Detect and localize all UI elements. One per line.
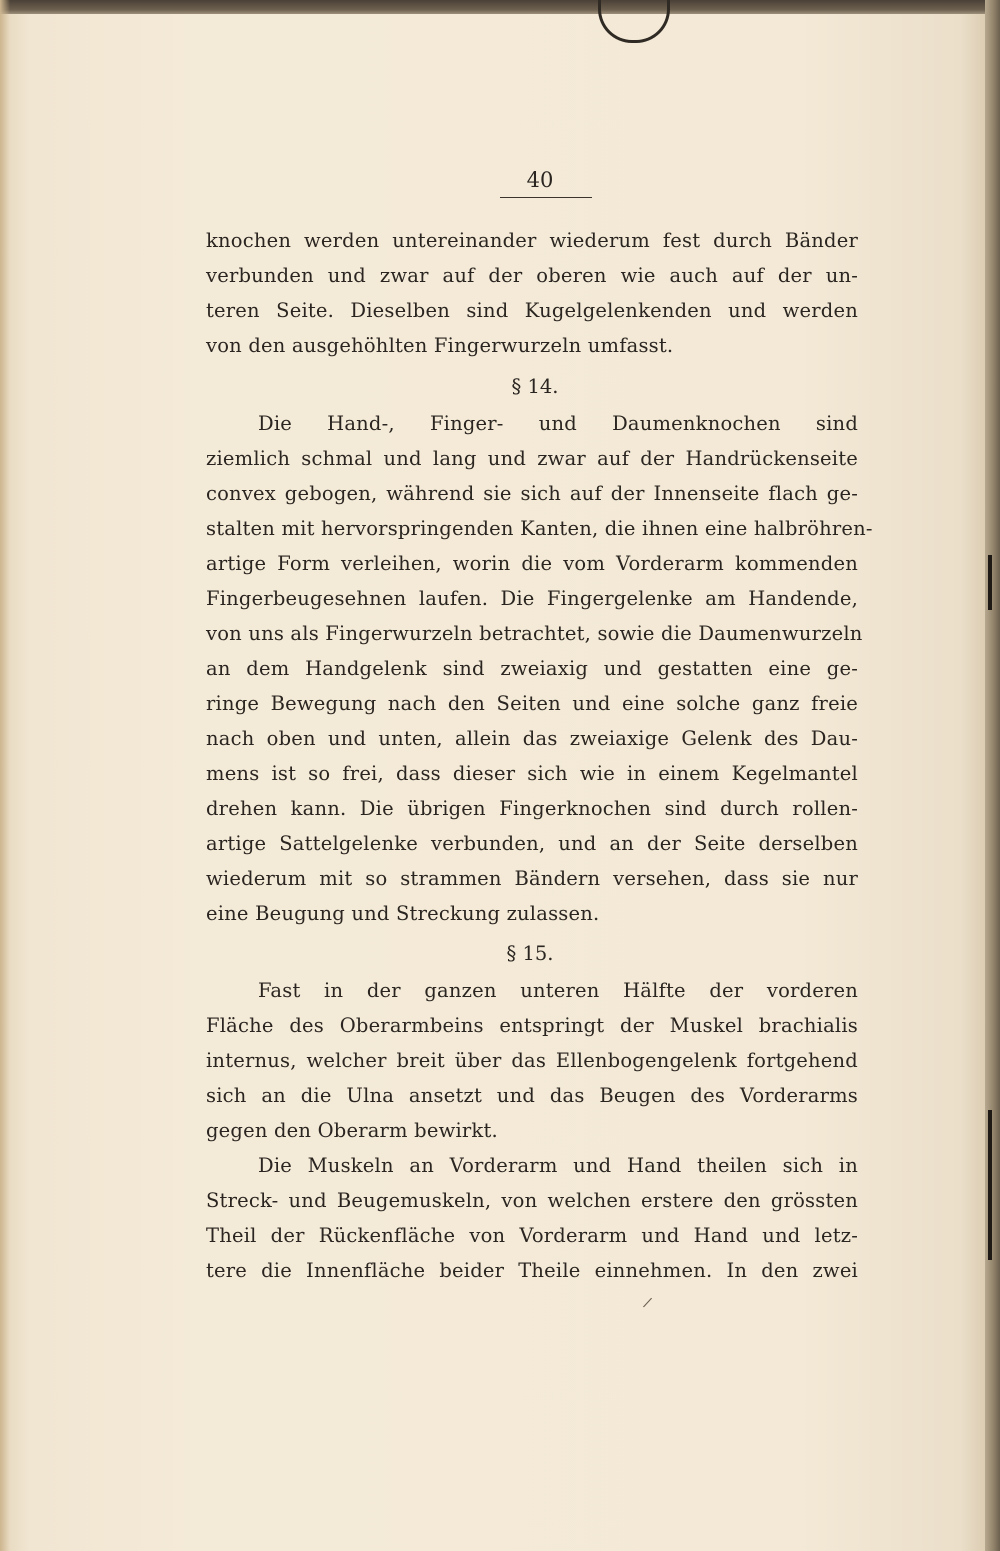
text-line: ziemlich schmal und lang und zwar auf der Handrückenseite (206, 447, 858, 470)
text-line: ringe Bewegung nach den Seiten und eine solche ganz freie (206, 692, 858, 715)
text-line: eine Beugung und Streckung zulassen. (206, 902, 600, 925)
pencil-mark-icon: / (641, 1294, 653, 1312)
text-line: wiederum mit so strammen Bändern versehen, dass sie nur (206, 867, 858, 890)
text-line: teren Seite. Dieselben sind Kugelgelenkenden und werden (206, 299, 858, 322)
text-line: nach oben und unten, allein das zweiaxige Gelenk des Dau- (206, 727, 858, 750)
text-line: internus, welcher breit über das Ellenbogengelenk fortgehend (206, 1049, 858, 1072)
text-line: Fast in der ganzen unteren Hälfte der vorderen (258, 979, 858, 1002)
section-heading: § 14. (511, 375, 559, 398)
text-line: Die Hand-, Finger- und Daumenknochen sind (258, 412, 858, 435)
page-number-rule (500, 197, 592, 198)
text-line: Fingerbeugesehnen laufen. Die Fingergelenke am Handende, (206, 587, 858, 610)
text-line: stalten mit hervorspringenden Kanten, die ihnen eine halbröhren- (206, 517, 873, 540)
text-line: verbunden und zwar auf der oberen wie auch auf der un- (206, 264, 858, 287)
text-line: artige Sattelgelenke verbunden, und an der Seite derselben (206, 832, 858, 855)
text-line: mens ist so frei, dass dieser sich wie in einem Kegelmantel (206, 762, 858, 785)
text-line: von uns als Fingerwurzeln betrachtet, sowie die Daumenwurzeln (206, 622, 863, 645)
text-line: artige Form verleihen, worin die vom Vorderarm kommenden (206, 552, 858, 575)
text-line: gegen den Oberarm bewirkt. (206, 1119, 498, 1142)
page-number: 40 (526, 168, 554, 192)
text-line: an dem Handgelenk sind zweiaxig und gestatten eine ge- (206, 657, 858, 680)
edge-mark (988, 1110, 992, 1260)
text-line: Theil der Rückenfläche von Vorderarm und Hand und letz- (206, 1224, 858, 1247)
text-line: tere die Innenfläche beider Theile einnehmen. In den zwei (206, 1259, 858, 1282)
text-line: Streck- und Beugemuskeln, von welchen erstere den grössten (206, 1189, 858, 1212)
right-page-edge (985, 0, 1000, 1551)
text-line: sich an die Ulna ansetzt und das Beugen des Vorderarms (206, 1084, 858, 1107)
text-line: drehen kann. Die übrigen Fingerknochen sind durch rollen- (206, 797, 858, 820)
section-heading: § 15. (506, 942, 554, 965)
text-line: convex gebogen, während sie sich auf der Innenseite flach ge- (206, 482, 858, 505)
text-line: von den ausgehöhlten Fingerwurzeln umfasst. (206, 334, 674, 357)
edge-mark (988, 555, 992, 610)
left-page-edge (0, 0, 10, 1551)
text-line: Die Muskeln an Vorderarm und Hand theilen sich in (258, 1154, 858, 1177)
text-line: Fläche des Oberarmbeins entspringt der Muskel brachialis (206, 1014, 858, 1037)
text-line: knochen werden untereinander wiederum fest durch Bänder (206, 229, 858, 252)
